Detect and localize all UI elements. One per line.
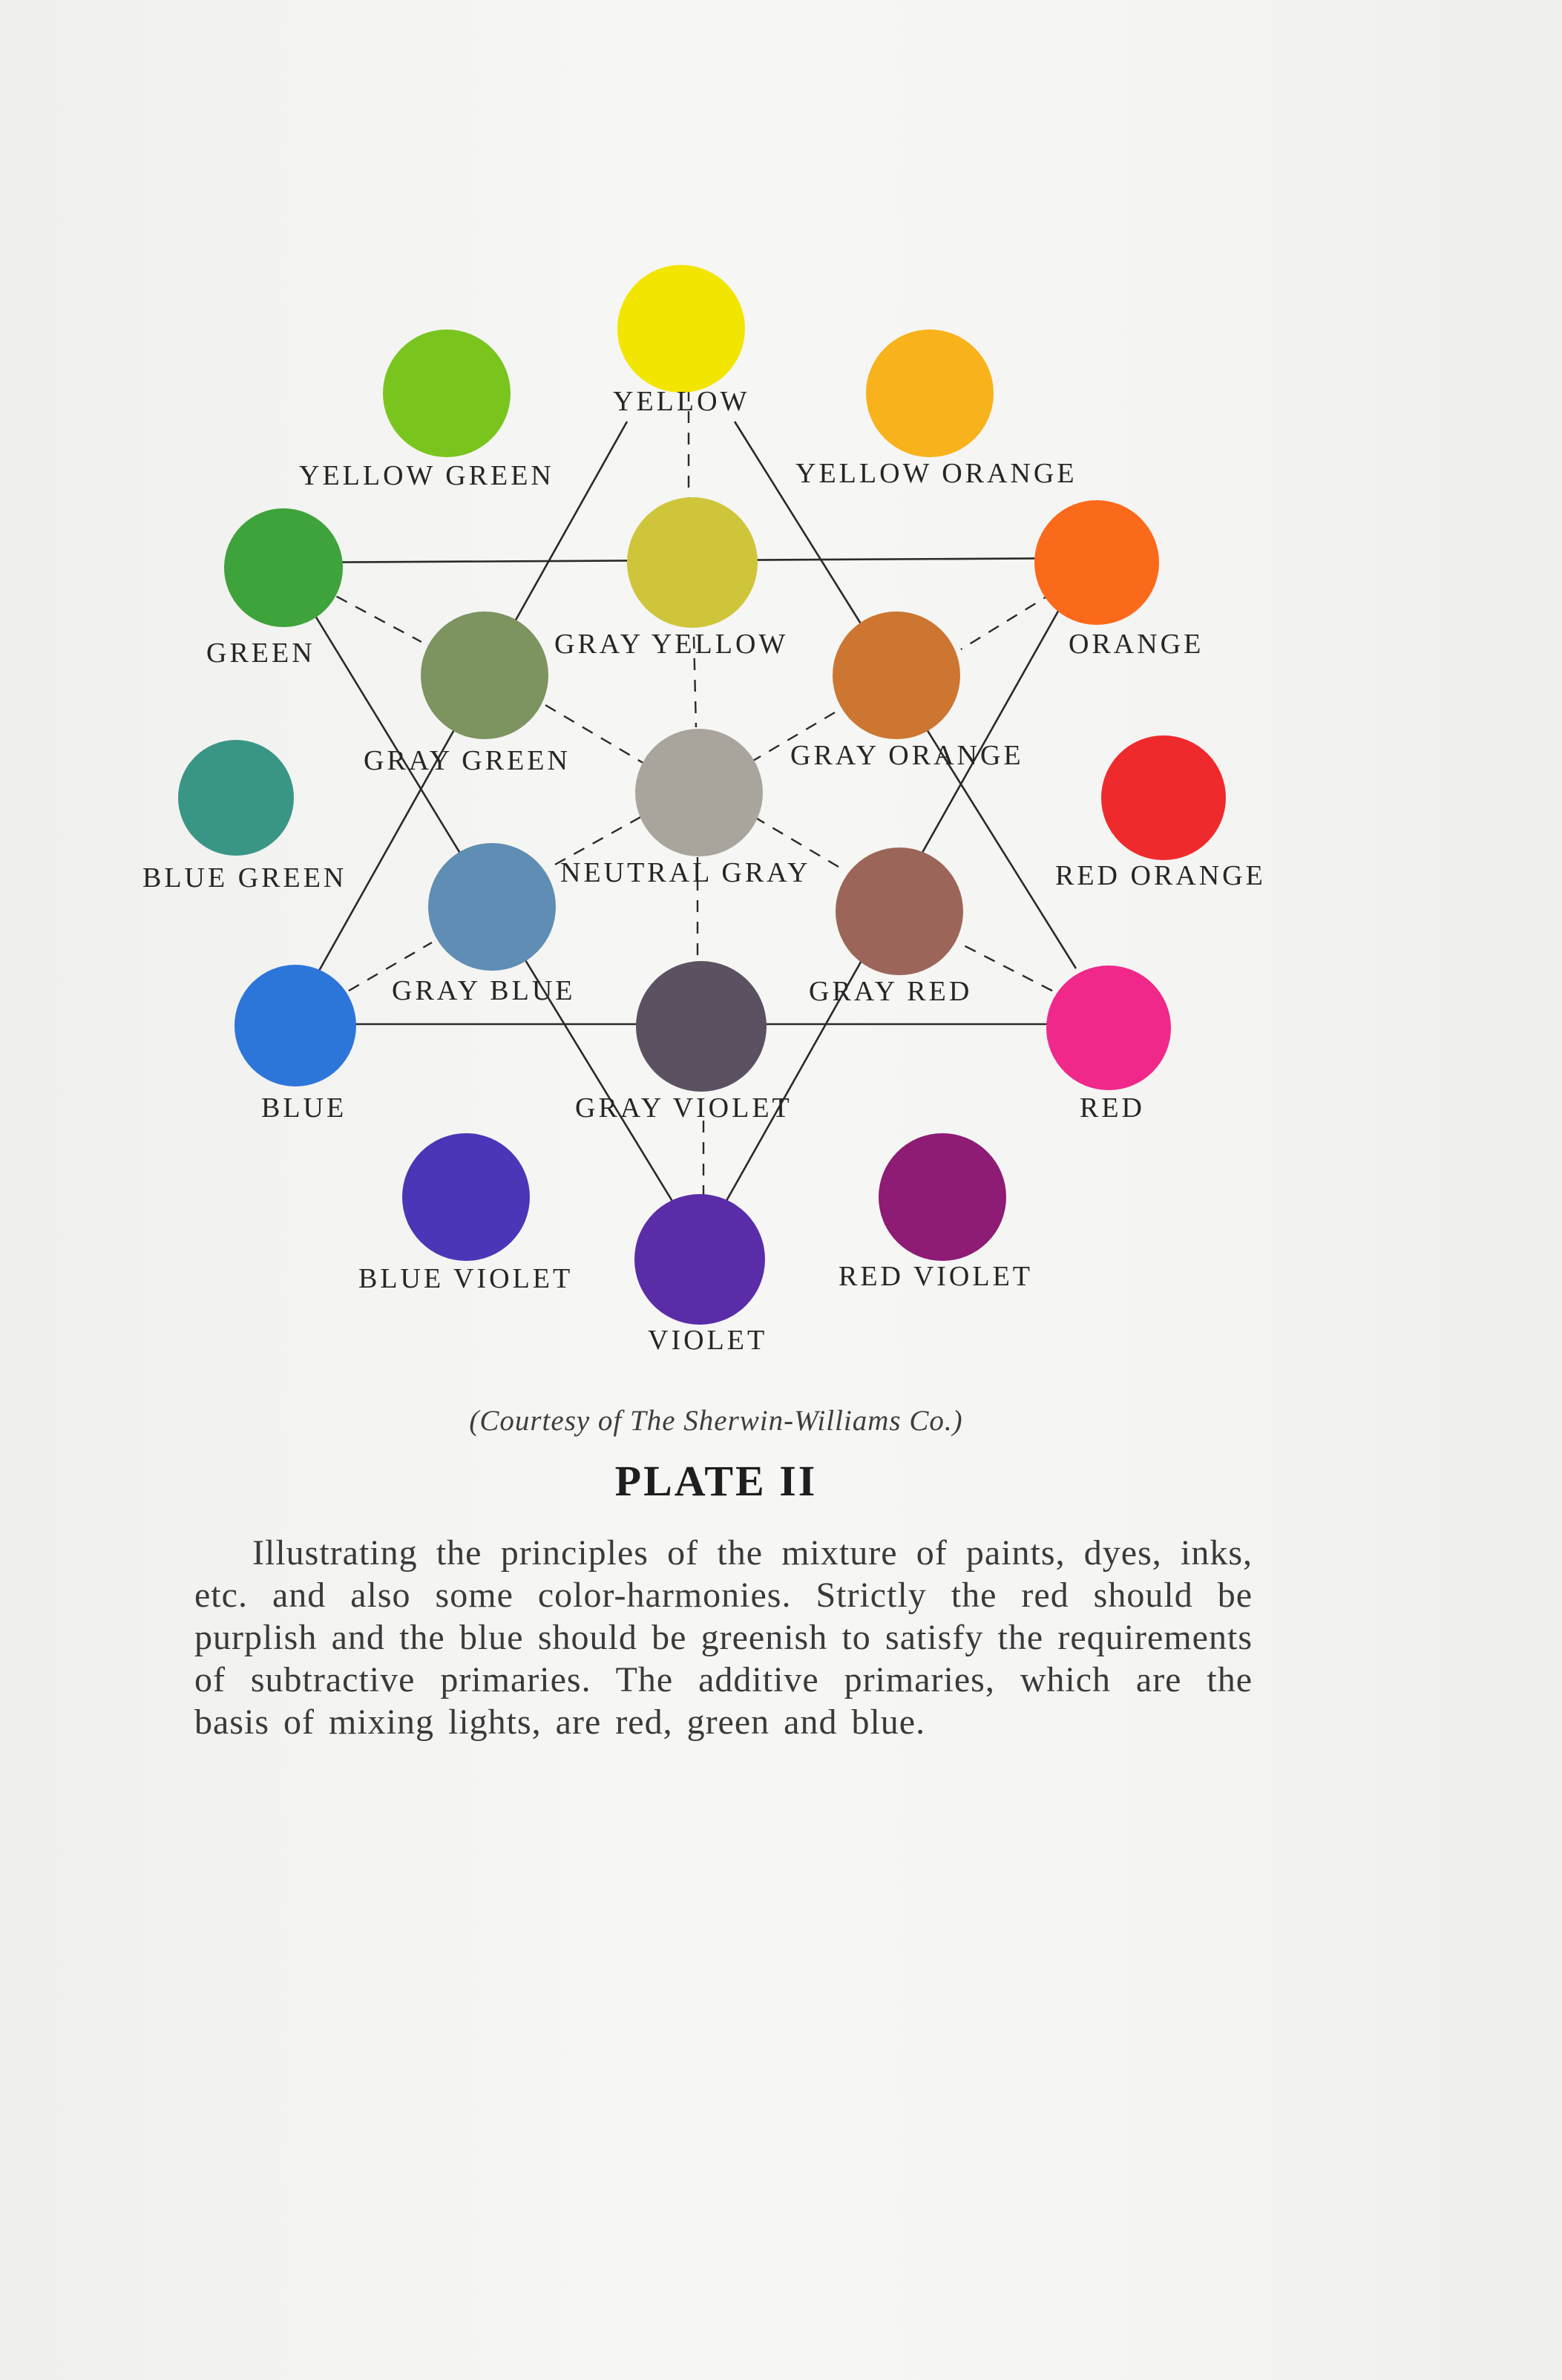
swatch-yellow-orange	[866, 330, 994, 457]
swatch-blue	[234, 965, 356, 1086]
label-gray-red: GRAY RED	[809, 976, 973, 1007]
label-red-violet: RED VIOLET	[839, 1261, 1033, 1292]
dash-red-grayred	[961, 944, 1052, 991]
label-gray-blue: GRAY BLUE	[392, 975, 576, 1006]
label-violet: VIOLET	[648, 1325, 768, 1356]
swatch-yellow-green	[383, 330, 511, 457]
swatch-red-violet	[879, 1133, 1006, 1261]
label-red: RED	[1080, 1092, 1145, 1124]
label-gray-orange: GRAY ORANGE	[790, 740, 1024, 771]
swatch-blue-violet	[402, 1133, 530, 1261]
swatch-green	[224, 508, 343, 627]
label-yellow-green: YELLOW GREEN	[299, 460, 554, 491]
swatch-gray-orange	[833, 612, 960, 739]
swatch-neutral-gray	[635, 729, 763, 856]
label-blue: BLUE	[261, 1092, 347, 1124]
swatch-gray-yellow	[627, 497, 758, 628]
label-blue-violet: BLUE VIOLET	[358, 1263, 574, 1294]
label-red-orange: RED ORANGE	[1055, 860, 1266, 891]
swatch-gray-red	[836, 848, 963, 975]
label-blue-green: BLUE GREEN	[142, 862, 347, 894]
swatch-red-orange	[1101, 735, 1226, 860]
label-gray-violet: GRAY VIOLET	[575, 1092, 793, 1124]
label-neutral-gray: NEUTRAL GRAY	[560, 857, 811, 888]
dash-orange-grayorange	[961, 592, 1054, 649]
swatch-gray-green	[421, 612, 548, 739]
label-gray-yellow: GRAY YELLOW	[554, 629, 789, 660]
swatch-gray-violet	[636, 961, 767, 1092]
color-discs	[178, 265, 1226, 1325]
plate-title: PLATE II	[614, 1457, 818, 1505]
label-orange: ORANGE	[1069, 629, 1204, 660]
swatch-yellow	[617, 265, 745, 393]
label-yellow: YELLOW	[613, 386, 750, 417]
swatch-blue-green	[178, 740, 294, 856]
swatch-red	[1046, 966, 1171, 1090]
label-yellow-orange: YELLOW ORANGE	[795, 458, 1077, 489]
label-green: GREEN	[206, 637, 315, 669]
plate-caption: Illustrating the principles of the mixture of paints, dyes, inks, etc. and also some color-harmonies. Strictly the red should be purplish and the blue should be greenish to satisfy the requirements of subtractive primaries. The additive primaries, which are the basis of mixing lights, are red, green and blue.	[194, 1533, 1253, 1742]
swatch-violet	[634, 1194, 765, 1325]
swatch-orange	[1034, 500, 1159, 625]
courtesy-credit: (Courtesy of The Sherwin-Williams Co.)	[469, 1405, 963, 1437]
label-gray-green: GRAY GREEN	[364, 745, 571, 776]
swatch-gray-blue	[428, 843, 556, 971]
